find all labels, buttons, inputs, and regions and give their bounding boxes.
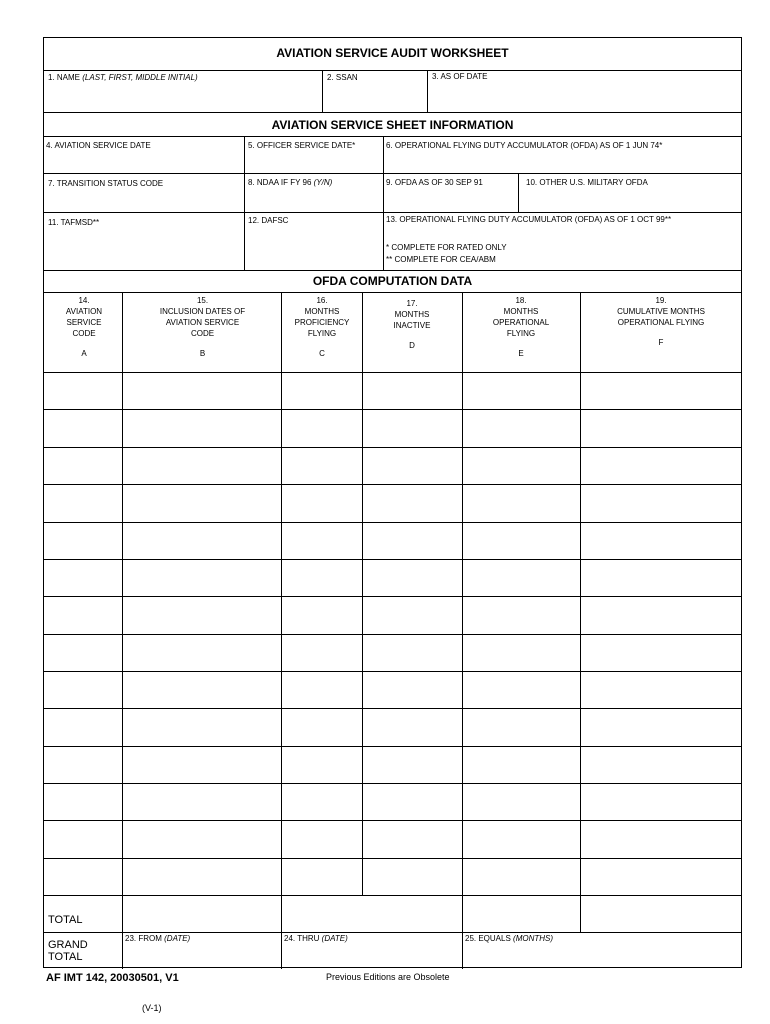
ssan-field[interactable] <box>323 71 427 112</box>
previous-editions-note: Previous Editions are Obsolete <box>326 972 450 982</box>
ofda-1jun74-field[interactable] <box>384 137 741 173</box>
name-label-hint: (LAST, FIRST, MIDDLE INITIAL) <box>82 73 198 82</box>
ofda-1oct99-label: 13. OPERATIONAL FLYING DUTY ACCUMULATOR (OFDA) AS OF 1 OCT 99** <box>386 215 672 224</box>
equals-months-field[interactable] <box>463 933 741 969</box>
from-date-label: 23. FROM <box>125 934 162 943</box>
column-header-e: 18. MONTHS OPERATIONAL FLYING E <box>492 296 550 358</box>
equals-months-label: 25. EQUALS <box>465 934 511 943</box>
ofda-1jun74-label: 6. OPERATIONAL FLYING DUTY ACCUMULATOR (OFDA) AS OF 1 JUN 74* <box>386 141 663 150</box>
total-row-cells[interactable] <box>123 896 741 932</box>
version-label: (V-1) <box>142 1003 162 1013</box>
other-military-ofda-field[interactable] <box>519 174 741 212</box>
column-header-a: 14. AVIATION SERVICE CODE A <box>65 296 103 358</box>
ofda-computation-header: OFDA COMPUTATION DATA <box>312 274 473 288</box>
form-id: AF IMT 142, 20030501, V1 <box>46 972 179 984</box>
divider <box>44 112 741 113</box>
aviation-service-date-field[interactable] <box>44 137 244 173</box>
from-date-field[interactable] <box>123 933 281 969</box>
sheet-info-header: AVIATION SERVICE SHEET INFORMATION <box>271 118 514 132</box>
ndaa-label: 8. NDAA IF FY 96 <box>248 178 312 187</box>
thru-date-hint: (DATE) <box>321 934 348 943</box>
aviation-service-date-label: 4. AVIATION SERVICE DATE <box>46 141 151 150</box>
ssan-label: 2. SSAN <box>327 73 358 82</box>
thru-date-label: 24. THRU <box>284 934 320 943</box>
as-of-date-label: 3. AS OF DATE <box>432 72 488 81</box>
divider <box>44 292 741 293</box>
equals-months-hint: (MONTHS) <box>513 934 554 943</box>
form-title: AVIATION SERVICE AUDIT WORKSHEET <box>276 46 509 60</box>
dafsc-label: 12. DAFSC <box>248 216 289 225</box>
tafmsd-label: 11. TAFMSD** <box>48 218 100 227</box>
divider <box>44 270 741 271</box>
ofda-30sep91-label: 9. OFDA AS OF 30 SEP 91 <box>386 178 483 187</box>
cea-abm-note: ** COMPLETE FOR CEA/ABM <box>386 255 496 264</box>
grand-total-label: GRAND TOTAL <box>48 939 88 963</box>
column-header-f: 19. CUMULATIVE MONTHS OPERATIONAL FLYING F <box>617 296 705 347</box>
name-field[interactable] <box>44 71 322 112</box>
dafsc-field[interactable] <box>245 213 382 270</box>
officer-service-date-label: 5. OFFICER SERVICE DATE* <box>248 141 356 150</box>
from-date-hint: (DATE) <box>164 934 191 943</box>
transition-status-code-field[interactable] <box>44 174 244 212</box>
other-military-ofda-label: 10. OTHER U.S. MILITARY OFDA <box>526 178 648 187</box>
column-header-b: 15. INCLUSION DATES OF AVIATION SERVICE CODE B <box>159 296 246 358</box>
column-header-c: 16. MONTHS PROFICIENCY FLYING C <box>294 296 350 358</box>
column-header-d: 17. MONTHS INACTIVE D <box>393 299 431 350</box>
transition-status-code-label: 7. TRANSITION STATUS CODE <box>48 179 164 188</box>
ofda-30sep91-field[interactable] <box>384 174 518 212</box>
as-of-date-field[interactable] <box>428 71 741 112</box>
audit-worksheet-form <box>43 37 742 968</box>
rated-only-note: * COMPLETE FOR RATED ONLY <box>386 243 507 252</box>
ofda-1oct99-field[interactable] <box>384 213 741 270</box>
total-label: TOTAL <box>48 914 83 926</box>
name-label: 1. NAME <box>48 73 81 82</box>
thru-date-field[interactable] <box>282 933 462 969</box>
ndaa-label-hint: (Y/N) <box>313 178 333 187</box>
tafmsd-field[interactable] <box>44 213 244 270</box>
ndaa-field[interactable] <box>245 174 382 212</box>
ofda-data-rows[interactable] <box>44 373 741 895</box>
officer-service-date-field[interactable] <box>245 137 382 173</box>
